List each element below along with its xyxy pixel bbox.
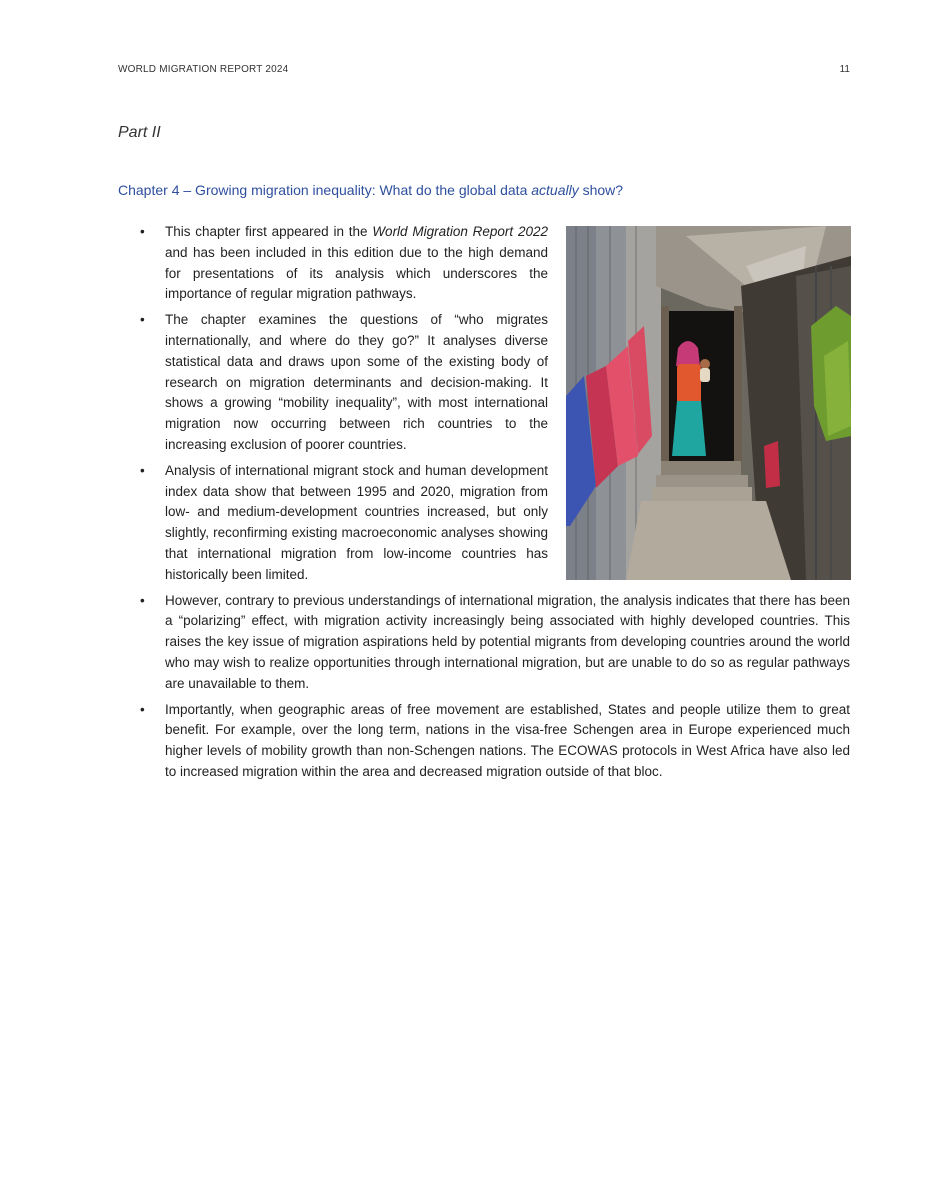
bullet-text-italic: World Migration Report 2022 [372,224,548,239]
bullet-item [118,591,850,695]
bullet-marker: • [140,462,145,478]
bullet-text: However, contrary to previous understandings of international migration, the analysis indicates that there has been a “polarizing” effect, with migration activity increasingly being associated with highly developed countries. This raises the key issue of migration aspirations held by potential migrants from developing countries around the world who may wish to realize opportunities through international migration, but are unable to do so as regular pathways are unavailable to them. [165,592,850,691]
chapter-title-emphasis: actually [531,182,579,198]
bullet-item [118,461,548,586]
bullet-text: This chapter first appeared in the [165,224,373,239]
part-label: Part II [118,124,161,141]
bullet-list [118,222,850,788]
chapter-title-prefix: Chapter 4 – Growing migration inequality: What do the global data [118,182,532,198]
bullet-text: Analysis of international migrant stock and human development index data show that between 1995 and 2020, migration from low- and medium-development countries increased, but only slightly, reconfirming existing macroeconomic analyses showing that international migration from low-income countries has historically been limited. [165,462,548,582]
running-header [118,64,850,78]
bullet-text: and has been included in this edition due to the high demand for presentations of its analysis which underscores the importance of regular migration pathways. [165,244,548,302]
bullet-marker: • [140,701,145,717]
bullet-marker: • [140,224,145,239]
bullet-item [118,222,548,305]
chapter-title [118,182,623,198]
running-title: WORLD MIGRATION REPORT 2024 [118,64,289,75]
bullet-marker: • [140,312,145,328]
bullet-marker: • [140,592,145,608]
chapter-title-suffix: show? [578,182,624,198]
bullet-item [118,310,548,456]
bullet-text: Importantly, when geographic areas of free movement are established, States and people utilize them to great benefit. For example, over the long term, nations in the visa-free Schengen area in Europe experienced much higher levels of mobility growth than non-Schengen nations. The ECOWAS protocols in West Africa have also led to increased migration within the area and decreased migration outside of that bloc. [165,701,850,779]
bullet-item [118,700,850,783]
bullet-text: The chapter examines the questions of “who migrates internationally, and where do they go?” It analyses diverse statistical data and draws upon some of the existing body of research on migration determinants and decision-making. It shows a growing “mobility inequality”, with most international migration now occurring between rich countries to the increasing exclusion of poorer countries. [165,312,548,452]
page-number: 11 [839,64,850,75]
